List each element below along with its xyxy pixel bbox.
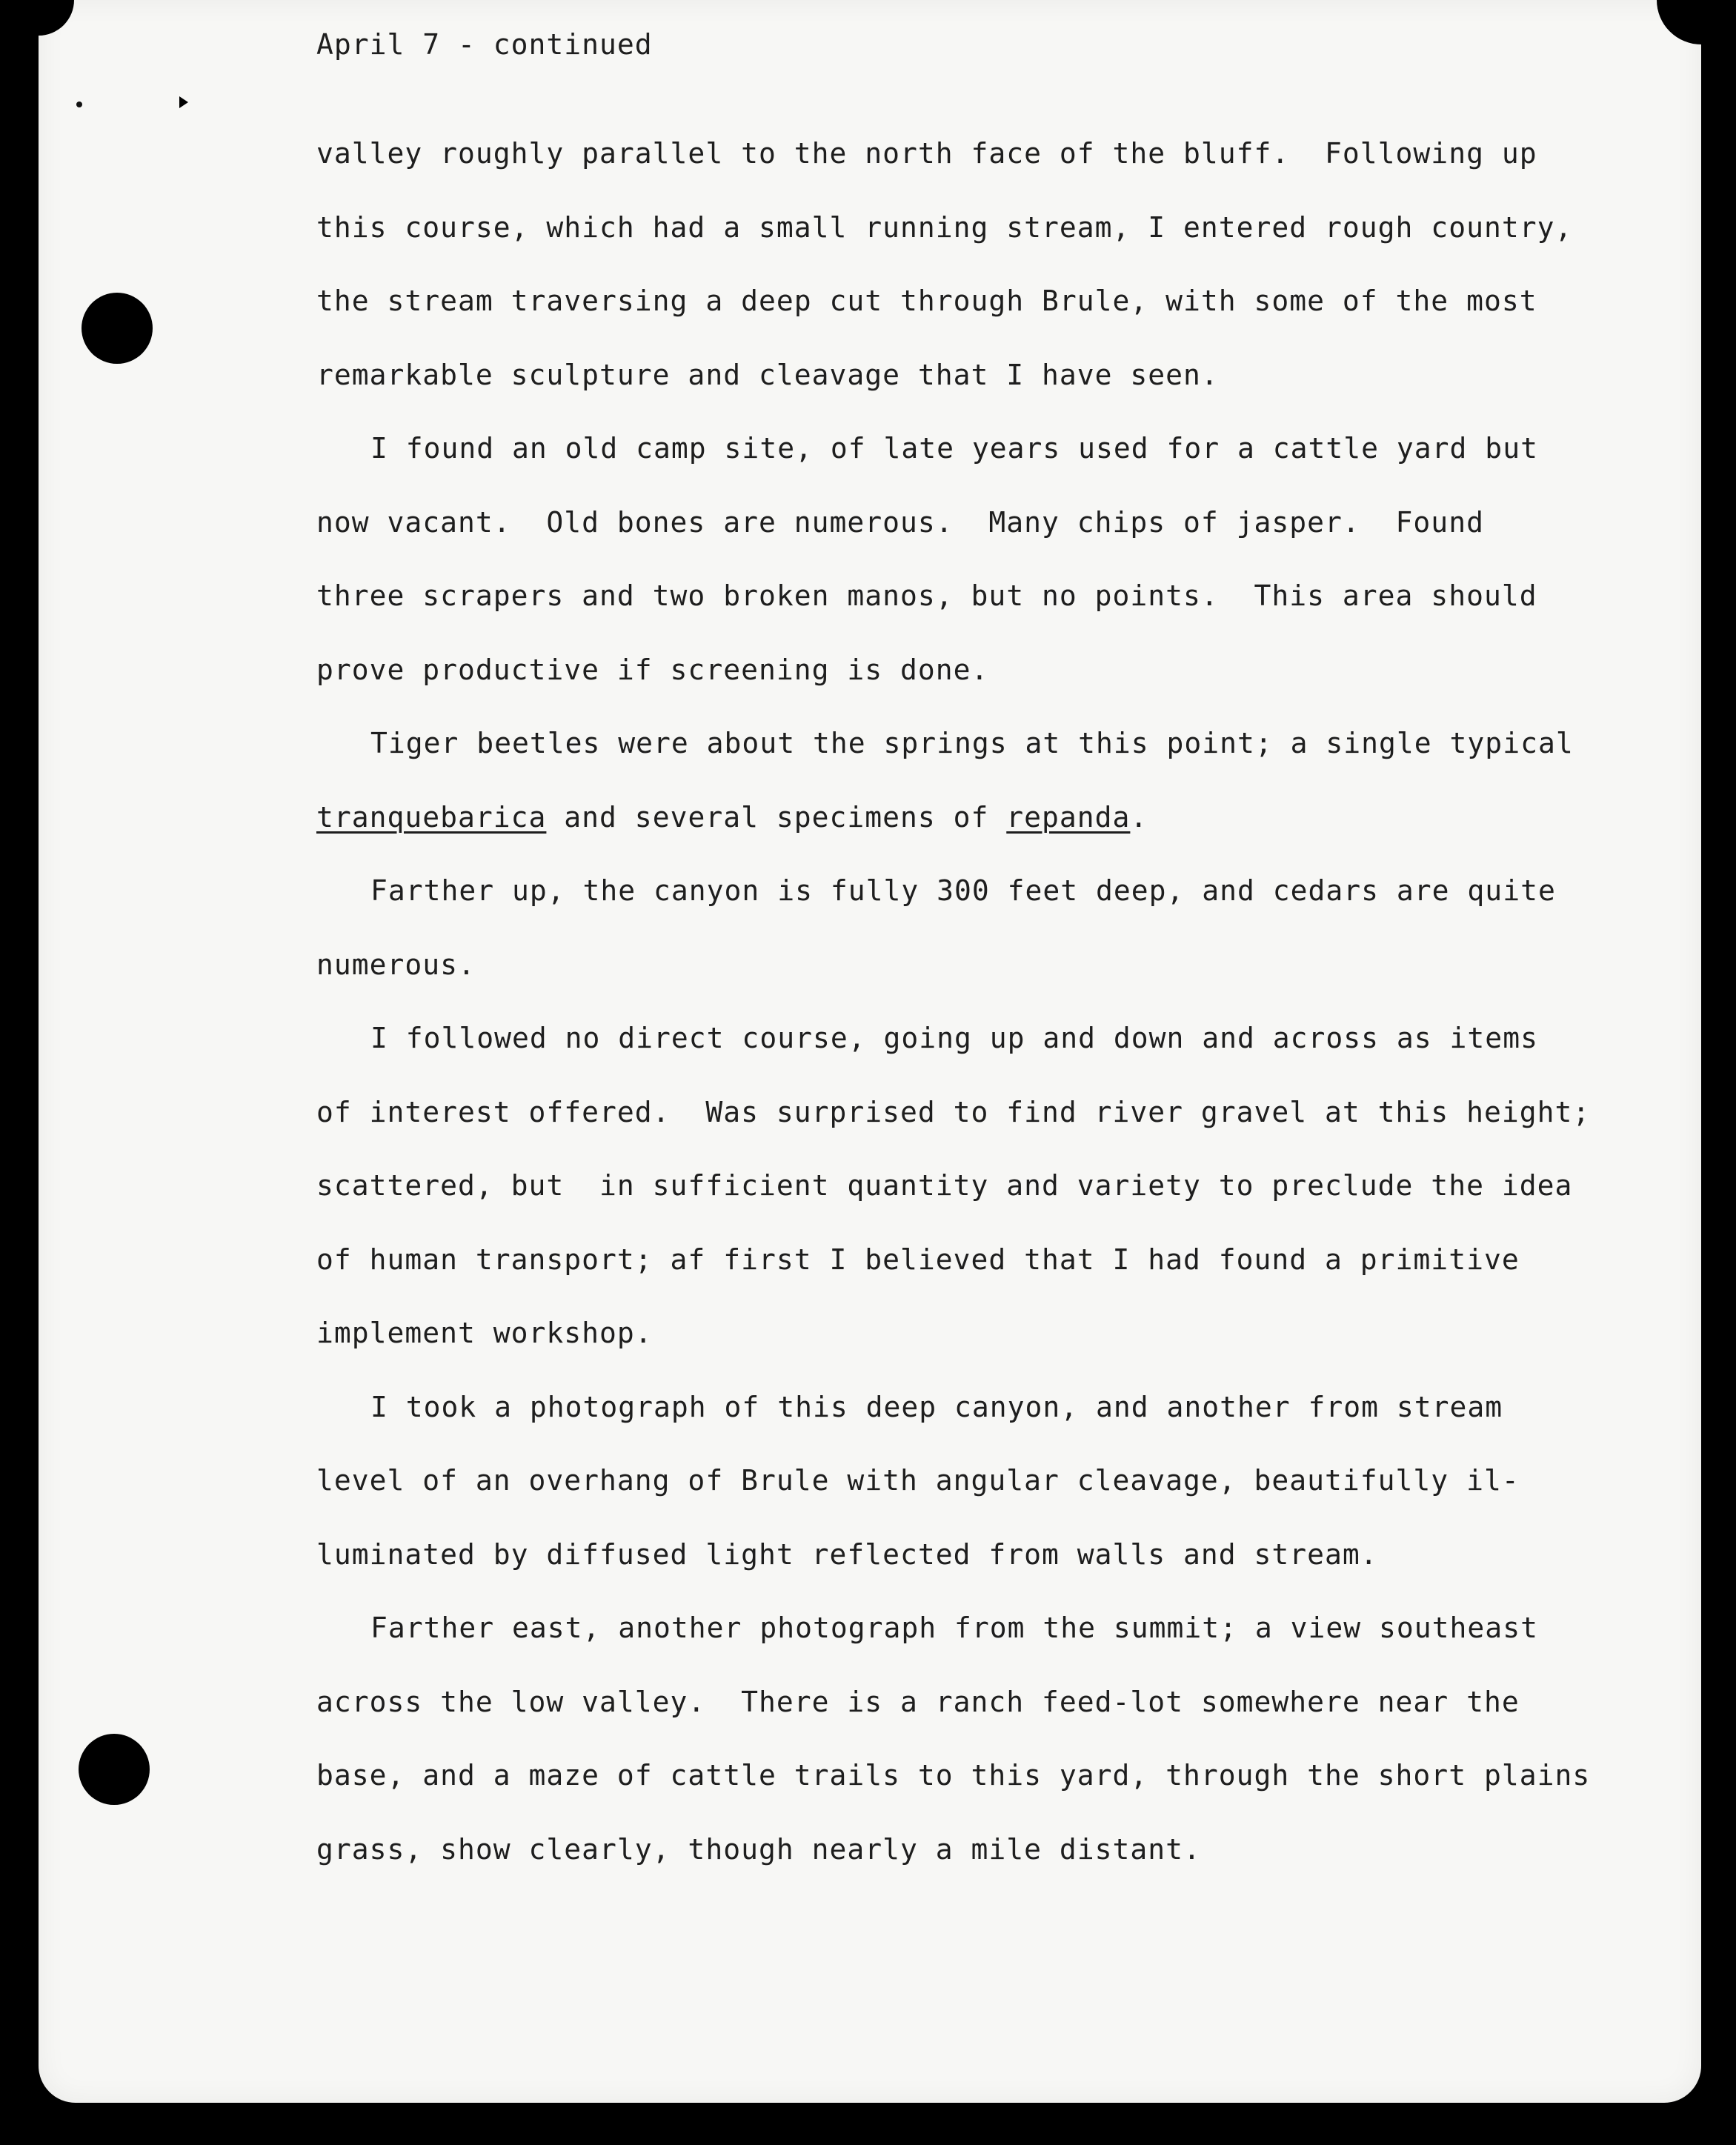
underlined-species-name: repanda bbox=[1006, 800, 1131, 834]
text-line: Farther east, another photograph from the summit; a view southeast bbox=[370, 1612, 1538, 1644]
underlined-species-name: tranquebarica bbox=[316, 800, 547, 834]
text-line: numerous. bbox=[316, 948, 476, 981]
margin-mark bbox=[76, 102, 82, 107]
text-line: scattered, but in sufficient quantity and variety to preclude the idea bbox=[316, 1169, 1573, 1202]
margin-arrow bbox=[179, 96, 188, 108]
text-line: across the low valley. There is a ranch feed-lot somewhere near the bbox=[316, 1685, 1520, 1718]
line-fragment: and several specimens of bbox=[546, 800, 1007, 834]
text-line bbox=[316, 794, 1665, 868]
text-line: three scrapers and two broken manos, but no points. This area should bbox=[316, 579, 1537, 612]
punch-hole-bottom bbox=[79, 1734, 150, 1805]
text-line: prove productive if screening is done. bbox=[316, 653, 989, 686]
page-header: April 7 - continued bbox=[316, 28, 653, 61]
line-fragment: . bbox=[1130, 800, 1148, 834]
text-line: implement workshop. bbox=[316, 1317, 653, 1349]
text-line: luminated by diffused light reflected from walls and stream. bbox=[316, 1537, 1378, 1571]
text-line: this course, which had a small running stream, I entered rough country, bbox=[316, 210, 1573, 244]
text-line: of human transport; af first I believed that I had found a primitive bbox=[316, 1243, 1520, 1276]
punch-hole-top bbox=[82, 293, 153, 364]
text-line: level of an overhang of Brule with angular cleavage, beautifully il- bbox=[316, 1464, 1520, 1497]
text-line: Tiger beetles were about the springs at this point; a single typical bbox=[370, 727, 1574, 759]
text-line: I took a photograph of this deep canyon, and another from stream bbox=[370, 1390, 1503, 1423]
text-line: I found an old camp site, of late years used for a cattle yard but bbox=[370, 432, 1538, 465]
body-text bbox=[316, 130, 1665, 1899]
text-line: of interest offered. Was surprised to find river gravel at this height; bbox=[316, 1095, 1591, 1128]
text-line: the stream traversing a deep cut through Brule, with some of the most bbox=[316, 285, 1537, 317]
text-line: Farther up, the canyon is fully 300 feet deep, and cedars are quite bbox=[370, 874, 1556, 907]
text-line: remarkable sculpture and cleavage that I have seen. bbox=[316, 358, 1219, 391]
text-line: I followed no direct course, going up and down and across as items bbox=[370, 1022, 1538, 1054]
text-line: now vacant. Old bones are numerous. Many chips of jasper. Found bbox=[316, 505, 1484, 539]
text-line: base, and a maze of cattle trails to this yard, through the short plains bbox=[316, 1759, 1591, 1792]
text-line: valley roughly parallel to the north face of the bluff. Following up bbox=[316, 137, 1537, 170]
text-line: grass, show clearly, though nearly a mile distant. bbox=[316, 1832, 1201, 1866]
